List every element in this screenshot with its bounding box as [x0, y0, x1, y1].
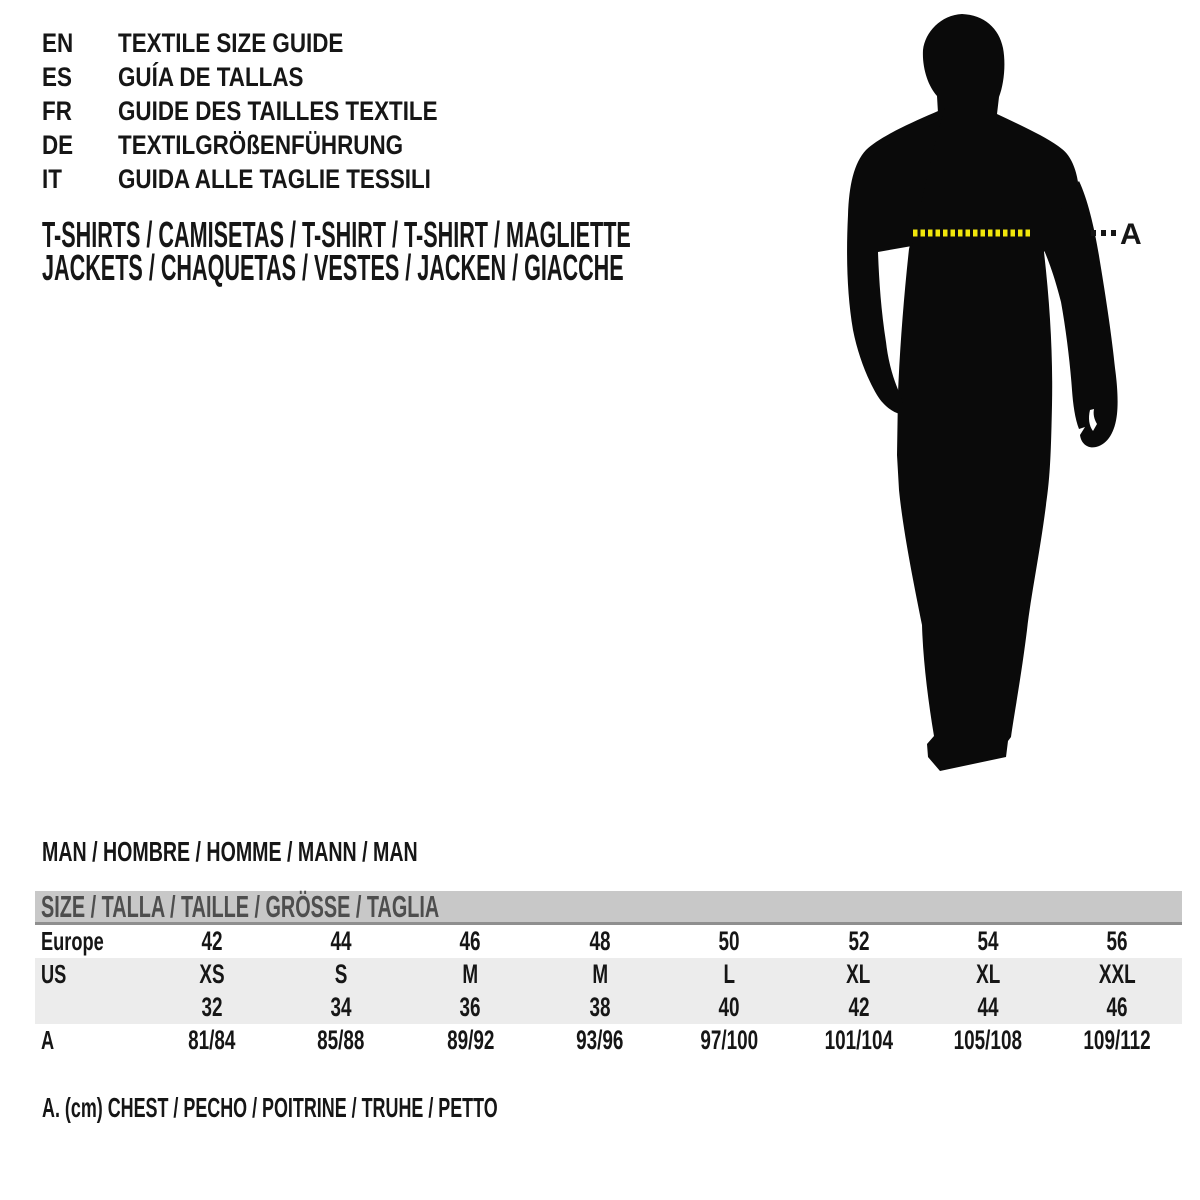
- size-cell: L: [723, 959, 735, 989]
- category-titles: [42, 214, 1023, 288]
- size-cell: 81/84: [188, 1025, 236, 1055]
- size-row-label: A: [41, 1025, 55, 1055]
- size-cell: 85/88: [317, 1025, 365, 1055]
- size-cell: 32: [201, 992, 223, 1022]
- size-cell: 52: [848, 926, 870, 956]
- size-cell: 40: [718, 992, 740, 1022]
- size-cell: 50: [718, 926, 740, 956]
- measurement-footnote: A. (cm) CHEST / PECHO / POITRINE / TRUHE / PETTO: [42, 1092, 498, 1123]
- language-code: DE: [42, 130, 74, 160]
- size-table-row-us: [35, 958, 1182, 991]
- size-cell: 101/104: [824, 1025, 893, 1055]
- language-code: ES: [42, 62, 72, 92]
- size-cell: 89/92: [446, 1025, 495, 1055]
- language-title: GUIDA ALLE TAGLIE TESSILI: [118, 164, 431, 194]
- language-title: GUIDE DES TAILLES TEXTILE: [118, 96, 438, 126]
- size-cell: 105/108: [953, 1025, 1023, 1055]
- size-cell: XL: [846, 959, 871, 989]
- language-title: TEXTILE SIZE GUIDE: [118, 28, 344, 58]
- size-cell: 44: [330, 926, 352, 956]
- size-cell: XS: [199, 959, 225, 989]
- size-table-row-numeric: [35, 991, 1182, 1024]
- size-cell: 109/112: [1083, 1025, 1151, 1055]
- size-cell: 46: [1106, 992, 1128, 1022]
- language-title: GUÍA DE TALLAS: [118, 62, 304, 92]
- size-cell: 48: [589, 926, 611, 956]
- size-cell: 54: [977, 926, 999, 956]
- size-table: [35, 891, 1182, 1057]
- size-cell: XXL: [1098, 959, 1136, 989]
- size-table-row-europe: [35, 925, 1182, 958]
- language-code: FR: [42, 96, 72, 126]
- size-cell: M: [591, 959, 608, 989]
- size-cell: 56: [1106, 926, 1128, 956]
- size-cell: 42: [201, 926, 223, 956]
- category-line-jackets: JACKETS / CHAQUETAS / VESTES / JACKEN / GIACCHE: [42, 247, 624, 288]
- category-line-tshirts: T-SHIRTS / CAMISETAS / T-SHIRT / T-SHIRT / MAGLIETTE: [42, 214, 631, 255]
- size-row-label: Europe: [41, 926, 104, 956]
- measure-label-a: A: [1120, 218, 1142, 251]
- size-cell: 38: [589, 992, 611, 1022]
- size-row-label: US: [41, 959, 67, 989]
- size-cell: 36: [459, 992, 481, 1022]
- language-code: IT: [42, 164, 62, 194]
- size-cell: 42: [848, 992, 870, 1022]
- size-table-header-label: SIZE / TALLA / TAILLE / GRÖSSE / TAGLIA: [41, 889, 440, 924]
- size-cell: S: [334, 959, 348, 989]
- language-title: TEXTILGRÖßENFÜHRUNG: [118, 130, 404, 160]
- size-table-row-chest: [35, 1024, 1182, 1057]
- language-code: EN: [42, 28, 74, 58]
- size-cell: 44: [977, 992, 999, 1022]
- size-cell: 93/96: [576, 1025, 624, 1055]
- size-cell: XL: [975, 959, 1001, 989]
- size-cell: M: [462, 959, 479, 989]
- size-cell: 34: [330, 992, 352, 1022]
- size-table-header: [35, 891, 1182, 925]
- size-cell: 46: [459, 926, 481, 956]
- section-title: MAN / HOMBRE / HOMME / MANN / MAN: [42, 836, 418, 867]
- size-cell: 97/100: [700, 1025, 759, 1055]
